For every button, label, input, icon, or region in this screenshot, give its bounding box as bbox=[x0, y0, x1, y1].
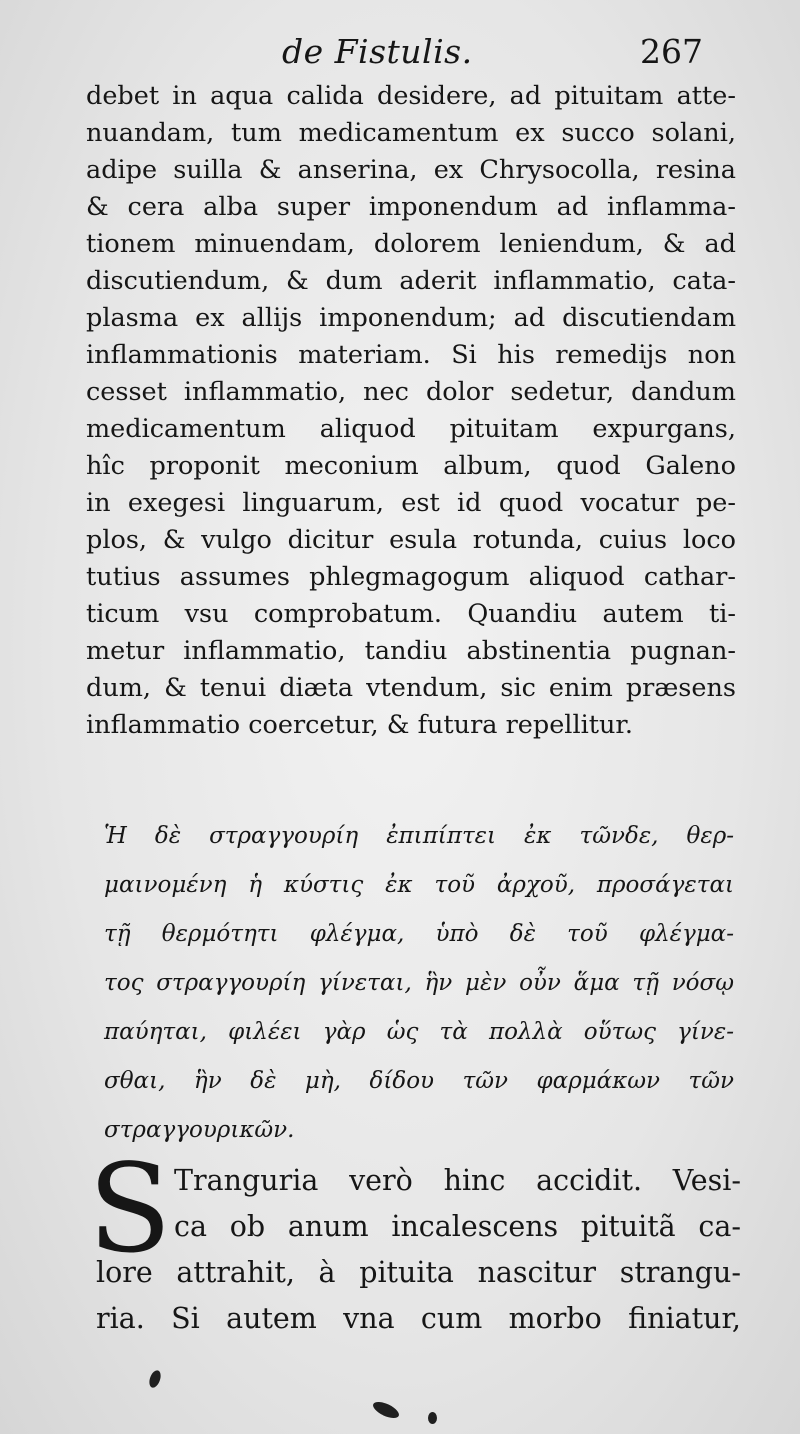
greek-quotation bbox=[104, 812, 734, 1155]
drop-cap: S bbox=[88, 1138, 172, 1280]
greek-line: τος στραγγουρίη γίνεται, ἣν μὲν οὖν ἅμα τῇ νόσῳ bbox=[104, 970, 734, 996]
ink-blot bbox=[371, 1399, 401, 1422]
latin-commentary-paragraph bbox=[86, 78, 736, 744]
greek-line: μαινομένη ἡ κύστις ἐκ τοῦ ἀρχοῦ, προσάγεται bbox=[104, 872, 734, 898]
text-line: discutiendum, & dum aderit inflammatio, cata- bbox=[86, 266, 736, 296]
text-line: lore attrahit, à pituita nascitur strangu- bbox=[96, 1256, 741, 1289]
text-line: plos, & vulgo dicitur esula rotunda, cuius loco bbox=[86, 525, 736, 555]
text-line: medicamentum aliquod pituitam expurgans, bbox=[86, 414, 736, 444]
text-line: plasma ex allijs imponendum; ad discutiendam bbox=[86, 303, 736, 333]
text-line: tutius assumes phlegmagogum aliquod cathar- bbox=[86, 562, 736, 592]
text-line: dum, & tenui diæta vtendum, sic enim præsens bbox=[86, 673, 736, 703]
greek-line: σθαι, ἣν δὲ μὴ, δίδου τῶν φαρμάκων τῶν bbox=[104, 1068, 734, 1094]
text-line: ticum vsu comprobatum. Quandiu autem ti- bbox=[86, 599, 736, 629]
text-line: inflammatio coercetur, & futura repellitur. bbox=[86, 710, 633, 740]
ink-blot bbox=[428, 1412, 437, 1424]
text-line: debet in aqua calida desidere, ad pituitam atte- bbox=[86, 81, 736, 111]
ink-blot bbox=[147, 1369, 163, 1389]
greek-line: παύηται, φιλέει γὰρ ὡς τὰ πολλὰ οὕτως γίνε- bbox=[104, 1019, 734, 1045]
text-line: metur inflammatio, tandiu abstinentia pugnan- bbox=[86, 636, 736, 666]
text-line: nuandam, tum medicamentum ex succo solani, bbox=[86, 118, 736, 148]
final-paragraph bbox=[96, 1158, 741, 1342]
text-line: adipe suilla & anserina, ex Chrysocolla, resina bbox=[86, 155, 736, 185]
greek-line: στραγγουρικῶν. bbox=[104, 1117, 295, 1143]
text-line: tionem minuendam, dolorem leniendum, & ad bbox=[86, 229, 736, 259]
text-line: & cera alba super imponendum ad inflamma- bbox=[86, 192, 736, 222]
text-line: Tranguria verò hinc accidit. Vesi- bbox=[174, 1164, 741, 1197]
text-line: hîc proponit meconium album, quod Galeno bbox=[86, 451, 736, 481]
text-line: ca ob anum incalescens pituitã ca- bbox=[174, 1210, 741, 1243]
greek-line: τῇ θερμότητι φλέγμα, ὑπὸ δὲ τοῦ φλέγμα- bbox=[104, 921, 734, 947]
text-line: inflammationis materiam. Si his remedijs non bbox=[86, 340, 736, 370]
text-line: ria. Si autem vna cum morbo finiatur, bbox=[96, 1302, 741, 1335]
text-line: cesset inflammatio, nec dolor sedetur, dandum bbox=[86, 377, 736, 407]
greek-line: Ἡ δὲ στραγγουρίη ἐπιπίπτει ἐκ τῶνδε, θερ- bbox=[104, 823, 734, 849]
running-head: de Fistulis. bbox=[282, 32, 473, 71]
page-number: 267 bbox=[640, 32, 703, 71]
text-line: in exegesi linguarum, est id quod vocatur pe- bbox=[86, 488, 736, 518]
